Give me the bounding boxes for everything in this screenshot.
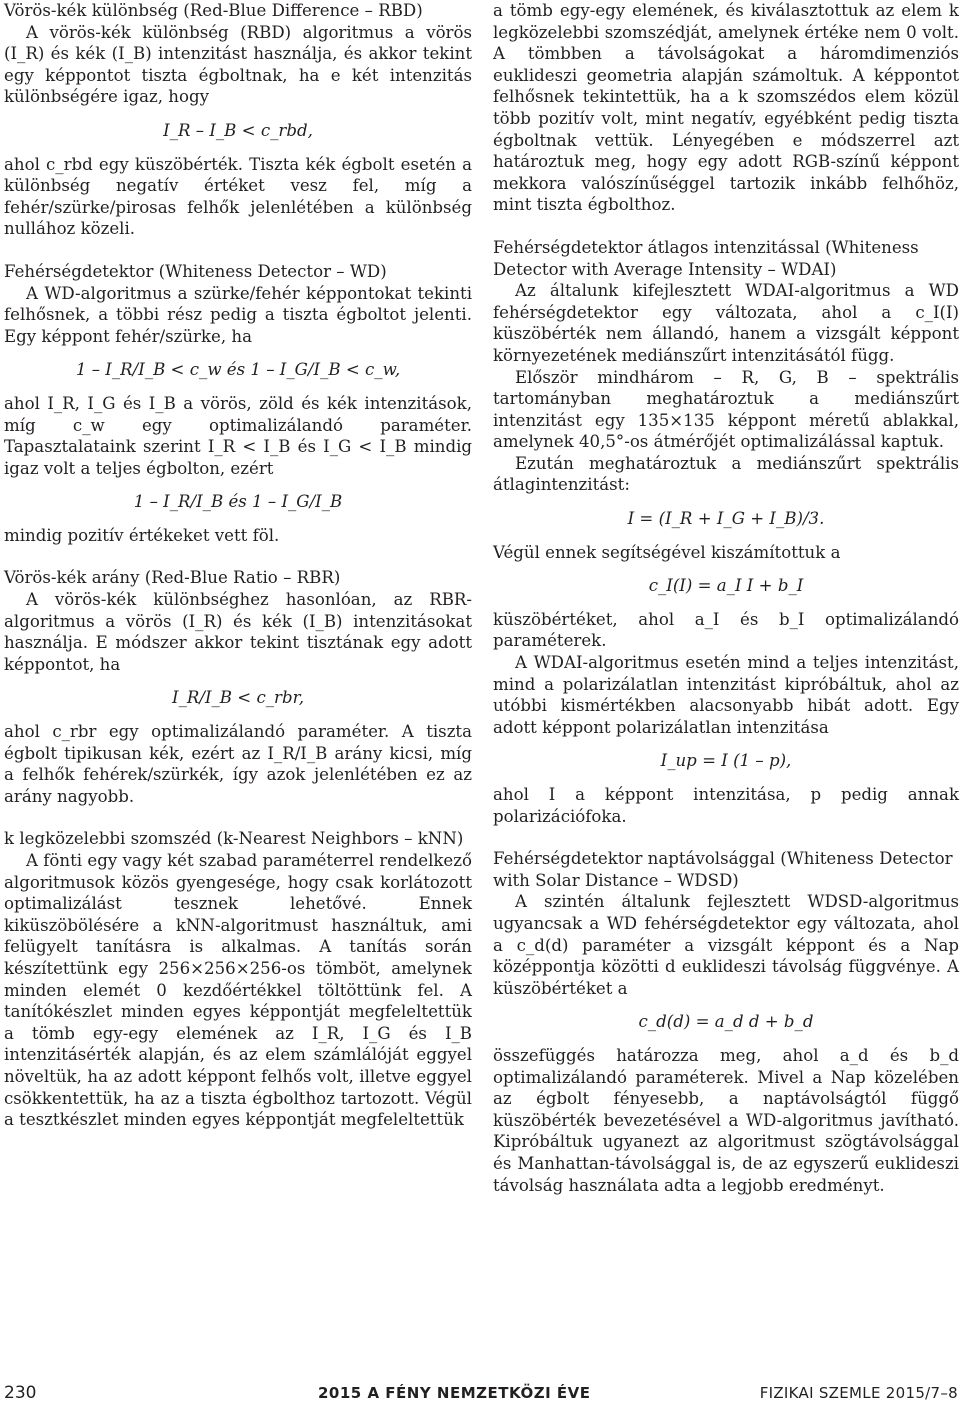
paragraph: ahol c_rbr egy optimalizálandó paraméter. A tiszta égbolt tipikusan kék, ezért az I_R/I_B arány kicsi, míg a felhők fehérek/szürkék, így azok jelenlétében ez az arány nagyobb. [4,722,472,806]
equation-wdsd: c_d(d) = a_d d + b_d [638,1012,814,1032]
equation-rbr: I_R/I_B < c_rbr, [172,688,304,708]
paragraph: Először mindhárom – R, G, B – spektrális tartományban meghatároztuk a mediánszűrt intenzitást egy 135×135 képpont méretű ablakkal, amelynek 40,5°-os átmérőjét optimalizálással kaptuk. [493,367,959,452]
paragraph: A fönti egy vagy két szabad paraméterrel rendelkező algoritmusok közös gyengesége, hogy csak korlátozott optimalizálást tesznek lehetővé. Ennek kiküszöbölésére a kNN-algoritmust használtuk, ami felügyelt tanításra is alkalmas. A tanítás során készítettünk egy 256×256×256-os tömböt, amelynek minden elemét 0 kezdőértékkel töltöttünk fel. A tanítókészlet minden egyes képpontját megfeleltettük a tömb egy-egy elemének az I_R, I_G és I_B intenzitásérték alapján, és az elem számlálóját eggyel növeltük, ha az adott képpont felhős volt, illetve eggyel csökkentettük, ha az a tiszta égbolthoz tartozott. Végül a tesztkészlet minden egyes képpontját megfeleltettük [4,851,472,1130]
equation-wd-2: 1 – I_R/I_B és 1 – I_G/I_B [133,492,343,512]
paragraph: Végül ennek segítségével kiszámítottuk a [493,542,841,562]
paragraph: mindig pozitív értékeket vett föl. [4,525,280,545]
paragraph: Az általunk kifejlesztett WDAI-algoritmus a WD fehérségdetektor egy változata, ahol a c_I(I) küszöbérték nem állandó, hanem a vizsgált képpont környezetének mediánszűrt intenzitásától függ. [493,281,959,365]
journal-issue: FIZIKAI SZEMLE 2015/7–8 [759,1384,958,1402]
section-heading-wd: Fehérségdetektor (Whiteness Detector – WD) [4,261,387,281]
section-heading-rbr: Vörös-kék arány (Red-Blue Ratio – RBR) [4,568,341,588]
equation-rbd: I_R – I_B < c_rbd, [163,120,313,140]
paragraph: ahol I_R, I_G és I_B a vörös, zöld és kék intenzitások, míg c_w egy optimalizálandó paraméter. Tapasztalataink szerint I_R < I_B és I_G < I_B mindig igaz volt a teljes égbolton, ezért [4,393,472,478]
paragraph: A WD-algoritmus a szürke/fehér képpontokat tekinti felhősnek, a többi rész pedig a tiszta égboltot jelenti. Egy képpont fehér/szürke, ha [4,283,472,346]
paragraph: ahol c_rbd egy küszöbérték. Tiszta kék égbolt esetén a különbség negatív értéket vesz fel, míg a fehér/szürke/pirosas felhők jelenlétében a különbség nullához közeli. [4,154,472,239]
paragraph: a tömb egy-egy elemének, és kiválasztottuk az elem k legközelebbi szomszédját, amelynek értéke nem 0 volt. A tömbben a távolságokat a háromdimenziós euklideszi geometria alapján számoltuk. A képpontot felhősnek tekintettük, ha a k szomszédos elem közül több pozitív volt, mint negatív, egyébként pedig tiszta égboltnak vettük. Lényegében e módszerrel azt határoztuk meg, hogy egy adott RGB-színű képpont mekkora valószínűséggel tartozik inkább felhőhöz, mint tiszta égbolthoz. [493,1,959,215]
paragraph: A WDAI-algoritmus esetén mind a teljes intenzitást, mind a polarizálatlan intenzitást kipróbáltuk, ahol az utóbbi kismértékben alacsonyabb hibát adott. Egy adott képpont polarizálatlan intenzitása [493,653,959,737]
paragraph: A vörös-kék különbség (RBD) algoritmus a vörös (I_R) és kék (I_B) intenzitást használja, és akkor tekint egy képpontot tiszta égboltnak, ha e két intenzitás különbségére igaz, hogy [4,22,472,107]
equation-wdai-mean: I = (I_R + I_G + I_B)/3. [627,509,825,529]
paragraph: összefüggés határozza meg, ahol a_d és b_d optimalizálandó paraméterek. Mivel a Nap közelében az égbolt fényesebb, a naptávolságtól függő küszöbérték bevezetésével a WD-algoritmus javítható. Kipróbáltuk ugyanezt az algoritmust szögtávolsággal és Manhattan-távolsággal is, de az egyszerű euklideszi távolság használata adta a legjobb eredményt. [493,1045,959,1195]
right-column [493,0,959,1196]
paragraph: A vörös-kék különbséghez hasonlóan, az RBR-algoritmus a vörös (I_R) és kék (I_B) intenzitásokat használja. E módszer akkor tekint tisztának egy adott képpontot, ha [4,590,472,674]
section-heading-knn: k legközelebbi szomszéd (k-Nearest Neighbors – kNN) [4,829,464,849]
paragraph: ahol I a képpont intenzitása, p pedig annak polarizációfoka. [493,785,959,826]
left-column [4,0,472,1131]
section-heading-wdsd: Fehérségdetektor naptávolsággal (Whiteness Detector with Solar Distance – WDSD) [493,849,953,890]
equation-wdai-unpolarized: I_up = I (1 – p), [660,751,792,771]
page-footer [0,1383,960,1405]
paragraph: Ezután meghatároztuk a mediánszűrt spektrális átlagintenzitást: [493,453,959,495]
equation-wd: 1 – I_R/I_B < c_w és 1 – I_G/I_B < c_w, [75,360,401,380]
equation-wdai-threshold: c_I(I) = a_I I + b_I [648,576,804,596]
section-heading-wdai: Fehérségdetektor átlagos intenzitással (Whiteness Detector with Average Intensity – WDAI) [493,237,919,279]
year-banner: 2015 A FÉNY NEMZETKÖZI ÉVE [318,1384,591,1402]
paragraph: küszöbértéket, ahol a_I és b_I optimalizálandó paraméterek. [493,609,959,651]
section-heading-rbd: Vörös-kék különbség (Red-Blue Difference – RBD) [4,1,423,20]
page-number: 230 [4,1383,37,1403]
paragraph: A szintén általunk fejlesztett WDSD-algoritmus ugyancsak a WD fehérségdetektor egy változata, ahol a c_d(d) paraméter a vizsgált képpont és a Nap középpontja közötti d euklideszi távolság függvénye. A küszöbértéket a [493,892,959,998]
